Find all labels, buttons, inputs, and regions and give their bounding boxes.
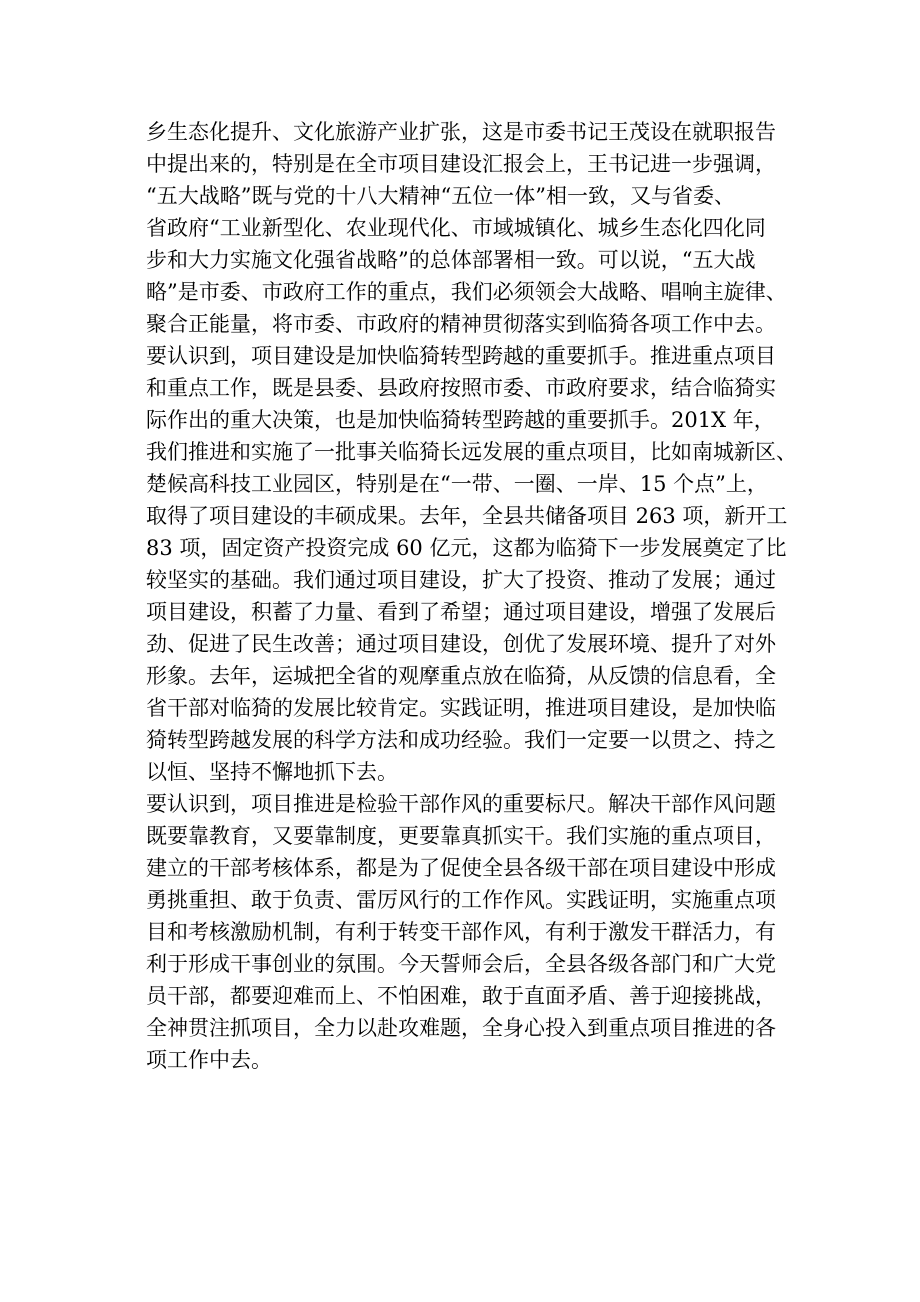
text-line: 略”是市委、市政府工作的重点，我们必须领会大战略、唱响主旋律、: [146, 280, 787, 304]
text-line: 项目建设，积蓄了力量、看到了希望；通过项目建设，增强了发展后: [146, 600, 776, 624]
text-line: 中提出来的，特别是在全市项目建设汇报会上，王书记进一步强调，: [146, 152, 776, 176]
text-line: 全神贯注抓项目，全力以赴攻难题，全身心投入到重点项目推进的各: [146, 1016, 776, 1040]
text-line: 目和考核激励机制，有利于转变干部作风，有利于激发干群活力，有: [146, 920, 776, 944]
text-line: 形象。去年，运城把全省的观摩重点放在临猗，从反馈的信息看，全: [146, 664, 776, 688]
text-line: 项工作中去。: [146, 1048, 272, 1072]
text-line: 猗转型跨越发展的科学方法和成功经验。我们一定要一以贯之、持之: [146, 728, 776, 752]
text-line: 步和大力实施文化强省战略”的总体部署相一致。可以说，“五大战: [146, 248, 756, 272]
text-line: “五大战略”既与党的十八大精神“五位一体”相一致，又与省委、: [146, 184, 735, 208]
text-line: 既要靠教育，又要靠制度，更要靠真抓实干。我们实施的重点项目，: [146, 824, 776, 848]
body-text: [146, 116, 797, 1076]
text-line: 以恒、坚持不懈地抓下去。: [146, 760, 398, 784]
text-line: 员干部，都要迎难而上、不怕困难，敢于直面矛盾、善于迎接挑战，: [146, 984, 776, 1008]
text-line: 劲、促进了民生改善；通过项目建设，创优了发展环境、提升了对外: [146, 632, 776, 656]
text-line: 要认识到，项目建设是加快临猗转型跨越的重要抓手。推进重点项目: [146, 344, 776, 368]
text-line: 要认识到，项目推进是检验干部作风的重要标尺。解决干部作风问题: [146, 792, 776, 816]
text-line: 省干部对临猗的发展比较肯定。实践证明，推进项目建设，是加快临: [146, 696, 776, 720]
text-line: 较坚实的基础。我们通过项目建设，扩大了投资、推动了发展；通过: [146, 568, 776, 592]
text-line: 利于形成干事创业的氛围。今天誓师会后，全县各级各部门和广大党: [146, 952, 776, 976]
text-line: 际作出的重大决策，也是加快临猗转型跨越的重要抓手。201X 年，: [146, 408, 775, 432]
text-line: 我们推进和实施了一批事关临猗长远发展的重点项目，比如南城新区、: [146, 440, 797, 464]
text-line: 83 项，固定资产投资完成 60 亿元，这都为临猗下一步发展奠定了比: [146, 536, 787, 560]
text-line: 乡生态化提升、文化旅游产业扩张，这是市委书记王茂设在就职报告: [146, 120, 776, 144]
text-line: 省政府“工业新型化、农业现代化、市域城镇化、城乡生态化四化同: [146, 216, 766, 240]
text-line: 楚候高科技工业园区，特别是在“一带、一圈、一岸、15 个点”上，: [146, 472, 768, 496]
text-line: 聚合正能量，将市委、市政府的精神贯彻落实到临猗各项工作中去。: [146, 312, 776, 336]
text-line: 和重点工作，既是县委、县政府按照市委、市政府要求，结合临猗实: [146, 376, 776, 400]
text-line: 取得了项目建设的丰硕成果。去年，全县共储备项目 263 项，新开工: [146, 504, 788, 528]
text-line: 勇挑重担、敢于负责、雷厉风行的工作作风。实践证明，实施重点项: [146, 888, 776, 912]
text-line: 建立的干部考核体系，都是为了促使全县各级干部在项目建设中形成: [146, 856, 776, 880]
